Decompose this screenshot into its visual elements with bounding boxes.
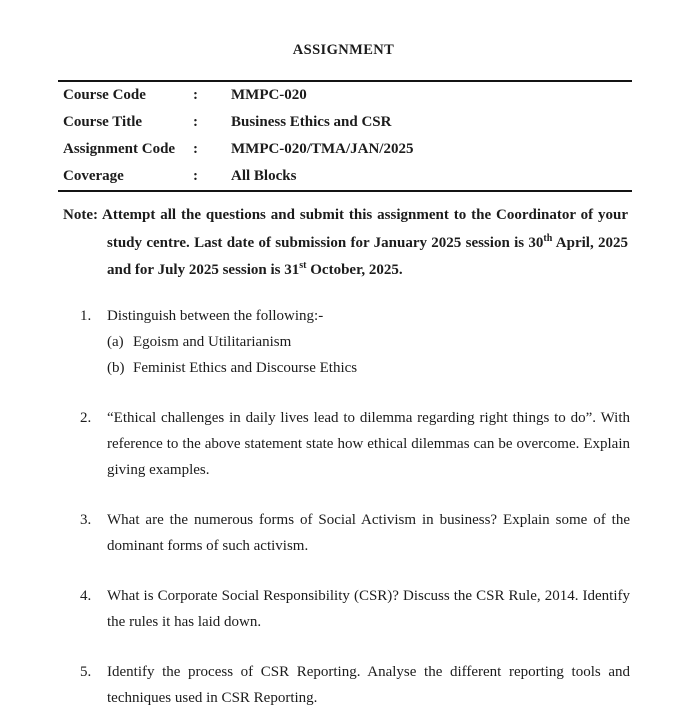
note-text-part3: October, 2025.	[306, 262, 403, 278]
question-2-number: 2.	[80, 409, 92, 426]
table-row-course-title	[58, 109, 632, 136]
table-row-course-code	[58, 82, 632, 109]
question-5	[58, 659, 630, 711]
coverage-label: Coverage	[63, 168, 124, 184]
course-title-label: Course Title	[63, 114, 143, 130]
question-1-subitem-a	[107, 329, 630, 355]
question-1-body	[107, 303, 630, 381]
table-row-coverage	[58, 163, 632, 190]
question-3	[58, 507, 630, 559]
course-code-label: Course Code	[63, 87, 146, 103]
ordinal-superscript-st: st	[299, 260, 307, 271]
question-1	[58, 303, 630, 381]
subitem-a-marker: (a)	[107, 333, 124, 350]
separator-colon: :	[193, 141, 198, 157]
subitem-a-text: Egoism and Utilitarianism	[133, 333, 292, 350]
separator-colon: :	[193, 114, 198, 130]
question-5-number: 5.	[80, 663, 92, 680]
question-4-number: 4.	[80, 587, 92, 604]
separator-colon: :	[193, 168, 198, 184]
question-2-text: “Ethical challenges in daily lives lead to dilemma regarding right things to do”. With reference to the above statement state how ethical dilemmas can be overcome. Explain giving examples.	[107, 409, 630, 478]
ordinal-superscript-th: th	[543, 232, 553, 244]
table-row-assignment-code	[58, 136, 632, 163]
coverage-value: All Blocks	[231, 168, 297, 184]
assignment-code-label: Assignment Code	[63, 141, 176, 157]
course-code-value: MMPC-020	[231, 87, 307, 103]
course-title-value: Business Ethics and CSR	[231, 114, 392, 130]
separator-colon: :	[193, 87, 198, 103]
course-meta-table	[58, 80, 632, 192]
note-label: Note:	[63, 207, 98, 223]
question-3-number: 3.	[80, 511, 92, 528]
note-paragraph	[63, 202, 628, 285]
question-1-number: 1.	[80, 307, 92, 324]
subitem-b-text: Feminist Ethics and Discourse Ethics	[133, 359, 358, 376]
question-5-text: Identify the process of CSR Reporting. Analyse the different reporting tools and techniques used in CSR Reporting.	[107, 663, 630, 706]
question-3-text: What are the numerous forms of Social Activism in business? Explain some of the dominant forms of such activism.	[107, 511, 630, 554]
note-text-part1: Attempt all the questions and submit this assignment to the Coordinator of your study centre. Last date of submission for January 2025 session is 30	[97, 207, 628, 251]
question-4	[58, 583, 630, 635]
question-4-text: What is Corporate Social Responsibility (CSR)? Discuss the CSR Rule, 2014. Identify the rules it has laid down.	[107, 587, 630, 630]
question-2	[58, 405, 630, 483]
question-list	[58, 303, 630, 711]
page-title: ASSIGNMENT	[292, 42, 395, 58]
note-text-part2: April, 2025 and for July 2025 session is 31	[107, 234, 628, 278]
assignment-code-value: MMPC-020/TMA/JAN/2025	[231, 141, 414, 157]
subitem-b-marker: (b)	[107, 359, 125, 376]
question-1-subitem-b	[107, 355, 630, 381]
question-1-text: Distinguish between the following:-	[107, 307, 324, 324]
